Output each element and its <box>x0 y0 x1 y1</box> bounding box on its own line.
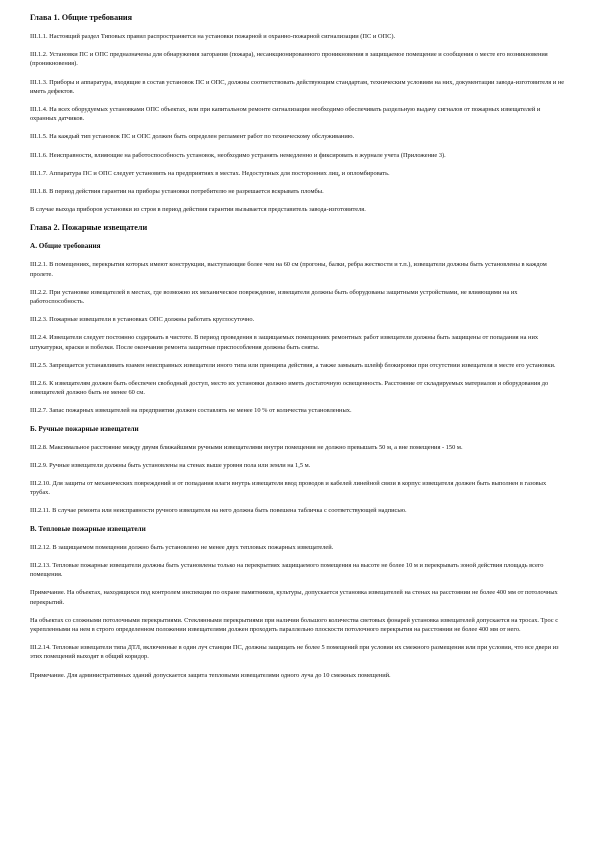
paragraph-3-2-8: III.2.8. Максимальное расстояние между двумя ближайшими ручными извещателями внутри помещения не должно превышать 50 м, а вне помещения - 150 м. <box>30 443 463 451</box>
chapter-1-title: Глава 1. Общие требования <box>30 13 133 22</box>
paragraph-3-2-7: III.2.7. Запас пожарных извещателей на предприятии должен составлять не менее 10 % от количества установленных. <box>30 407 352 415</box>
paragraph-3-1-1: III.1.1. Настоящий раздел Типовых правил распространяется на установки пожарной и охранно-пожарной сигнализации (ПС и ОПС). <box>30 33 396 40</box>
paragraph-3-2-12: III.2.12. В защищаемом помещении должно быть установлено не менее двух тепловых пожарных извещателей. <box>30 543 334 551</box>
paragraph-3-2-11: III.2.11. В случае ремонта или неисправности ручного извещателя на него должна быть повешена табличка с соответствующей надписью. <box>30 507 407 515</box>
paragraph-3-1-4: III.1.4. На всех оборудуемых установками ОПС объектах, или при капитальном ремонте сигнализации необходимо обеспечивать раздельную выдачу сигналов от пожарных извещателей и охранных датчиков. <box>30 106 541 123</box>
paragraph-3-1-2: III.1.2. Установки ПС и ОПС предназначены для обнаружения загорания (пожара), несанкционированного проникновения в защищаемое помещение и сообщения о месте его возникновения (проникновения). <box>30 51 548 68</box>
paragraph-complex-ceilings: На объектах со сложными потолочными перекрытиями. Стеклянными перекрытиями при наличии большого количества световых фонарей установка извещателей допускается на тросах. Трос с укрепленными на нем в строго определенном положении извещателями должен проходить параллельно плоскости потолочного перекрытия на расстоянии не более 400 мм от него. <box>30 616 559 633</box>
paragraph-3-2-13: III.2.13. Тепловые пожарные извещатели должны быть установлены только на перекрытиях защищаемого помещения на высоте не более 10 м и перекрывать зоной действия площадь всего помещения. <box>30 561 544 579</box>
paragraph-3-2-1: III.2.1. В помещениях, перекрытия которых имеют конструкции, выступающие более чем на 60 см (прогоны, балки, ребра жесткости и т.п.), извещатели должны быть установлены в каждом пролете. <box>30 261 547 278</box>
paragraph-3-1-5: III.1.5. На каждый тип установок ПС и ОПС должен быть определен регламент работ по техническому обслуживанию. <box>30 133 355 141</box>
paragraph-3-2-9: III.2.9. Ручные извещатели должны быть установлены на стенах выше уровня пола или земли на 1,5 м. <box>30 461 311 469</box>
paragraph-3-2-10: III.2.10. Для защиты от механических повреждений и от попадания влаги внутрь извещателя ввод проводов и кабелей линейной связи в корпус извещателя должен быть выполнен в газовых трубах. <box>30 480 547 497</box>
paragraph-3-2-4: III.2.4. Извещатели следует постоянно содержать в чистоте. В период проведения в защищаемых помещениях ремонтных работ извещатели должны быть защищены от попадания на них штукатурки, краски и побелки. После окончания ремонта защитные приспособления должны быть сняты. <box>30 334 539 351</box>
section-b-title: Б. Ручные пожарные извещатели <box>30 424 139 433</box>
paragraph-3-1-3: III.1.3. Приборы и аппаратура, входящие в состав установок ПС и ОПС, должны соответствовать действующим стандартам, техническим условиям на них, документации завода-изготовителя и не иметь дефектов. <box>30 78 565 95</box>
paragraph-3-1-8: III.1.8. В период действия гарантии на приборы установки потребителю не разрешается вскрывать пломбы. <box>30 188 324 196</box>
paragraph-3-2-6: III.2.6. К извещателям должен быть обеспечен свободный доступ, место их установки должно иметь достаточную освещенность. Расстояние от складируемых материалов и оборудования до извещателей должно быть не менее 60 см. <box>30 380 549 397</box>
section-a-title: А. Общие требования <box>30 242 101 251</box>
paragraph-warranty-note: В случае выхода приборов установки из строя в период действия гарантии вызывается представитель завода-изготовителя. <box>30 206 366 214</box>
chapter-2-title: Глава 2. Пожарные извещатели <box>30 223 148 233</box>
paragraph-3-2-5: III.2.5. Запрещается устанавливать взамен неисправных извещатели иного типа или принципа действия, а также замыкать шлейф блокировки при отсутствии извещателя в месте его установки. <box>30 361 556 369</box>
note-administrative-buildings: Примечание. Для административных зданий допускается защита тепловыми извещателями одного луча до 10 смежных помещений. <box>30 671 391 679</box>
paragraph-3-1-7: III.1.7. Аппаратура ПС и ОПС следует установить на предприятиях в местах. Недоступных для посторонних лиц, и опломбировать. <box>30 169 390 177</box>
paragraph-3-2-14: III.2.14. Тепловые извещатели типа ДТЛ, включенные в один луч станции ПС, должны защищать не более 5 помещений при условии их смежного размещения или при условии, что все двери из этих помещений выходят в общий коридор. <box>30 644 559 661</box>
note-monuments: Примечание. На объектах, находящихся под контролем инспекции по охране памятников, культуры, допускается установка извещателей на стенах на расстоянии не более 400 мм от потолочных перекрытий. <box>30 589 558 606</box>
paragraph-3-2-3: III.2.3. Пожарные извещатели в установках ОПС должны работать круглосуточно. <box>30 316 255 324</box>
paragraph-3-2-2: III.2.2. При установке извещателей в местах, где возможно их механическое повреждение, извещатели должны быть оборудованы защитными устройствами, не влияющими на их работоспособность. <box>30 288 518 306</box>
paragraph-3-1-6: III.1.6. Неисправности, влияющие на работоспособность установок, необходимо устранять немедленно и фиксировать в журнале учета (Приложение 3). <box>30 151 446 159</box>
section-c-title: В. Тепловые пожарные извещатели <box>30 524 146 533</box>
